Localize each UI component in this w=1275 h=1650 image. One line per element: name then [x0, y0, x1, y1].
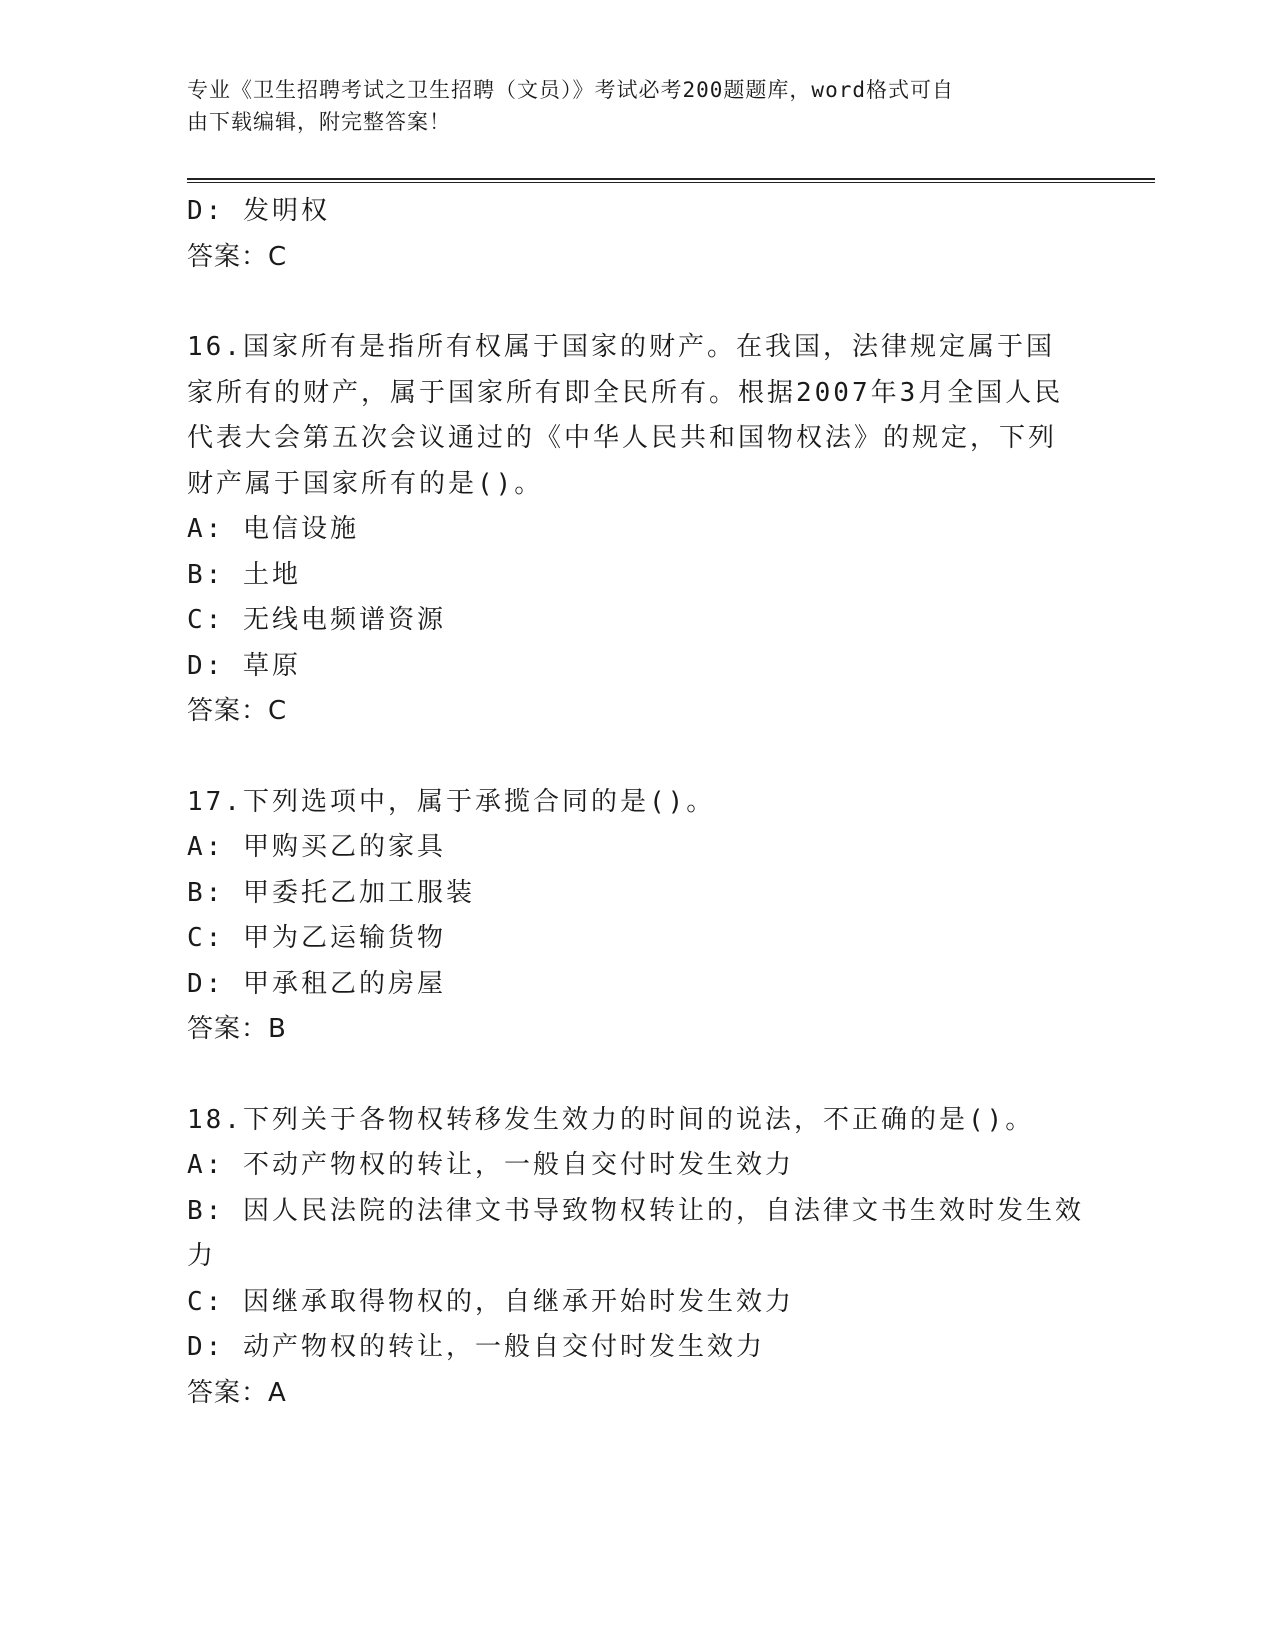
- spacer: [187, 1053, 1087, 1098]
- option-b: B: 因人民法院的法律文书导致物权转让的，自法律文书生效时发生效力: [187, 1195, 1084, 1271]
- header-rule-thin: [187, 182, 1155, 183]
- question-15-tail: [187, 189, 1087, 280]
- option-b: B: 甲委托乙加工服装: [187, 877, 475, 908]
- option-d: D: 发明权: [187, 196, 330, 226]
- spacer: [187, 280, 1087, 325]
- option-c: C: 无线电频谱资源: [187, 605, 446, 635]
- question-16: [187, 325, 1087, 735]
- answer-line: 答案：C: [187, 241, 288, 272]
- question-stem: 16.国家所有是指所有权属于国家的财产。在我国，法律规定属于国家所有的财产，属于国家所有即全民所有。根据2007年3月全国人民代表大会第五次会议通过的《中华人民共和国物权法》的规定，下列财产属于国家所有的是()。: [187, 332, 1064, 499]
- answer-line: 答案：B: [187, 1014, 287, 1044]
- option-d: D: 动产物权的转让，一般自交付时发生效力: [187, 1332, 765, 1362]
- question-17: [187, 780, 1087, 1053]
- header-rule-thick: [187, 178, 1155, 180]
- option-a: A: 甲购买乙的家具: [187, 832, 446, 862]
- option-d: D: 草原: [187, 650, 301, 681]
- question-stem: 17.下列选项中，属于承揽合同的是()。: [187, 786, 716, 817]
- question-stem: 18.下列关于各物权转移发生效力的时间的说法，不正确的是()。: [187, 1104, 1035, 1135]
- question-list: [187, 189, 1087, 1416]
- answer-line: 答案：A: [187, 1377, 287, 1408]
- option-c: C: 甲为乙运输货物: [187, 923, 446, 953]
- page-header: [187, 74, 1067, 138]
- option-c: C: 因继承取得物权的，自继承开始时发生效力: [187, 1286, 794, 1317]
- header-line-1: 专业《卫生招聘考试之卫生招聘（文员）》考试必考200题题库，word格式可自: [187, 78, 954, 102]
- answer-line: 答案：C: [187, 696, 288, 726]
- question-18: [187, 1098, 1087, 1417]
- option-a: A: 电信设施: [187, 514, 359, 544]
- option-b: B: 土地: [187, 559, 301, 590]
- spacer: [187, 735, 1087, 780]
- option-a: A: 不动产物权的转让，一般自交付时发生效力: [187, 1150, 794, 1180]
- header-line-2: 由下载编辑，附完整答案！: [187, 110, 451, 134]
- option-d: D: 甲承租乙的房屋: [187, 968, 446, 999]
